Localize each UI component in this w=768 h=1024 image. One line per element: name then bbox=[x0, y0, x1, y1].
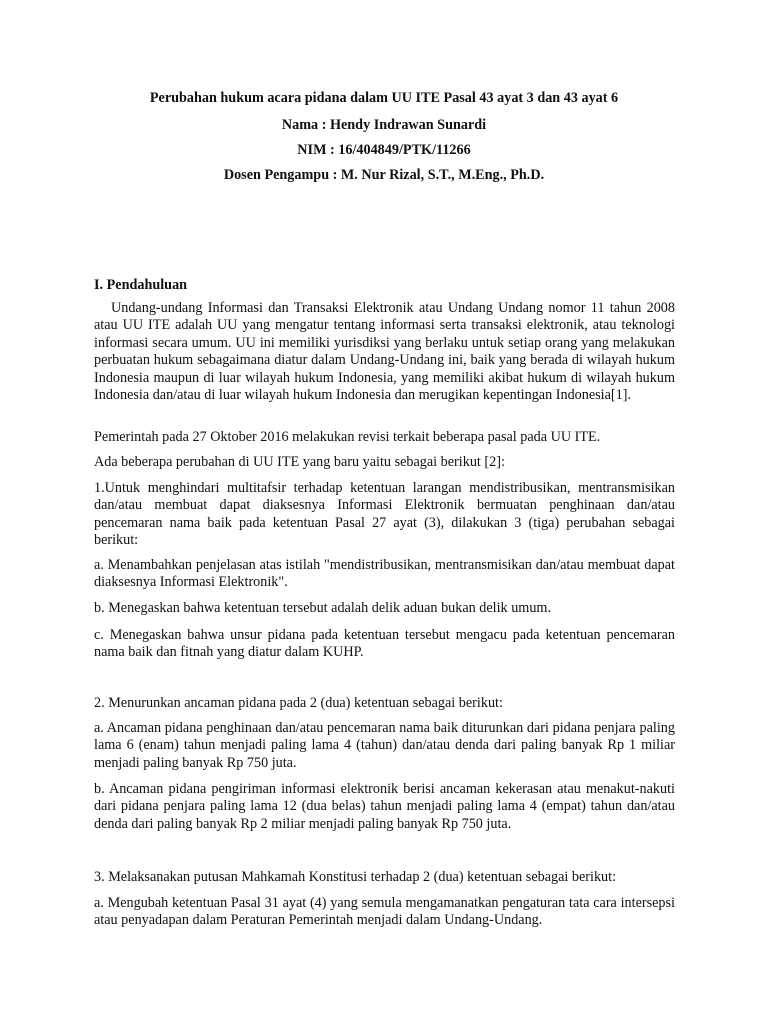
list-item-2a: a. Ancaman pidana penghinaan dan/atau pencemaran nama baik diturunkan dari pidana penjara paling lama 6 (enam) tahun menjadi paling lama 4 (tahun) dan/atau denda dari paling banyak Rp 1 miliar menjadi paling banyak Rp 750 juta. bbox=[94, 720, 675, 771]
lecturer-name: Dosen Pengampu : M. Nur Rizal, S.T., M.Eng., Ph.D. bbox=[223, 167, 545, 183]
list-item-1c: c. Menegaskan bahwa unsur pidana pada ketentuan tersebut mengacu pada ketentuan pencemaran nama baik dan fitnah yang diatur dalam KUHP. bbox=[94, 627, 675, 661]
list-item-1a: a. Menambahkan penjelasan atas istilah "mendistribusikan, mentransmisikan dan/atau membuat dapat diaksesnya Informasi Elektronik". bbox=[94, 557, 675, 591]
list-item-3: 3. Melaksanakan putusan Mahkamah Konstitusi terhadap 2 (dua) ketentuan sebagai berikut: bbox=[94, 869, 617, 885]
list-item-1: 1.Untuk menghindari multitafsir terhadap ketentuan larangan mendistribusikan, mentransmisikan dan/atau membuat dapat diaksesnya Informasi Elektronik bermuatan penghinaan dan/atau pencemaran nama baik pada ketentuan Pasal 27 ayat (3), dilakukan 3 (tiga) perubahan sebagai berikut: bbox=[94, 480, 675, 549]
paragraph-intro: Undang-undang Informasi dan Transaksi Elektronik atau Undang Undang nomor 11 tahun 2008 atau UU ITE adalah UU yang mengatur tentang informasi serta transaksi elektronik, atau teknologi informasi secara umum. UU ini memiliki yurisdiksi yang berlaku untuk setiap orang yang melakukan perbuatan hukum sebagaimana diatur dalam Undang-Undang ini, baik yang berada di wilayah hukum Indonesia maupun di luar wilayah hukum Indonesia, yang memiliki akibat hukum di wilayah hukum Indonesia dan/atau di luar wilayah hukum Indonesia dan merugikan kepentingan Indonesia[1]. bbox=[94, 300, 675, 404]
paragraph-revision-date: Pemerintah pada 27 Oktober 2016 melakukan revisi terkait beberapa pasal pada UU ITE. bbox=[94, 429, 601, 445]
list-item-2b: b. Ancaman pidana pengiriman informasi elektronik berisi ancaman kekerasan atau menakut-nakuti dari pidana penjara paling lama 12 (dua belas) tahun menjadi paling lama 4 (empat) tahun dan/atau denda dari paling banyak Rp 2 miliar menjadi paling banyak Rp 750 juta. bbox=[94, 781, 675, 832]
student-id: NIM : 16/404849/PTK/11266 bbox=[297, 142, 471, 158]
paragraph-changes-intro: Ada beberapa perubahan di UU ITE yang baru yaitu sebagai berikut [2]: bbox=[94, 454, 505, 470]
list-item-3a: a. Mengubah ketentuan Pasal 31 ayat (4) yang semula mengamanatkan pengaturan tata cara intersepsi atau penyadapan dalam Peraturan Pemerintah menjadi dalam Undang-Undang. bbox=[94, 895, 675, 929]
section-heading-introduction: I. Pendahuluan bbox=[94, 277, 188, 293]
document-title: Perubahan hukum acara pidana dalam UU ITE Pasal 43 ayat 3 dan 43 ayat 6 bbox=[149, 90, 619, 106]
author-name: Nama : Hendy Indrawan Sunardi bbox=[281, 117, 487, 133]
list-item-2: 2. Menurunkan ancaman pidana pada 2 (dua) ketentuan sebagai berikut: bbox=[94, 695, 503, 711]
list-item-1b: b. Menegaskan bahwa ketentuan tersebut adalah delik aduan bukan delik umum. bbox=[94, 600, 552, 616]
